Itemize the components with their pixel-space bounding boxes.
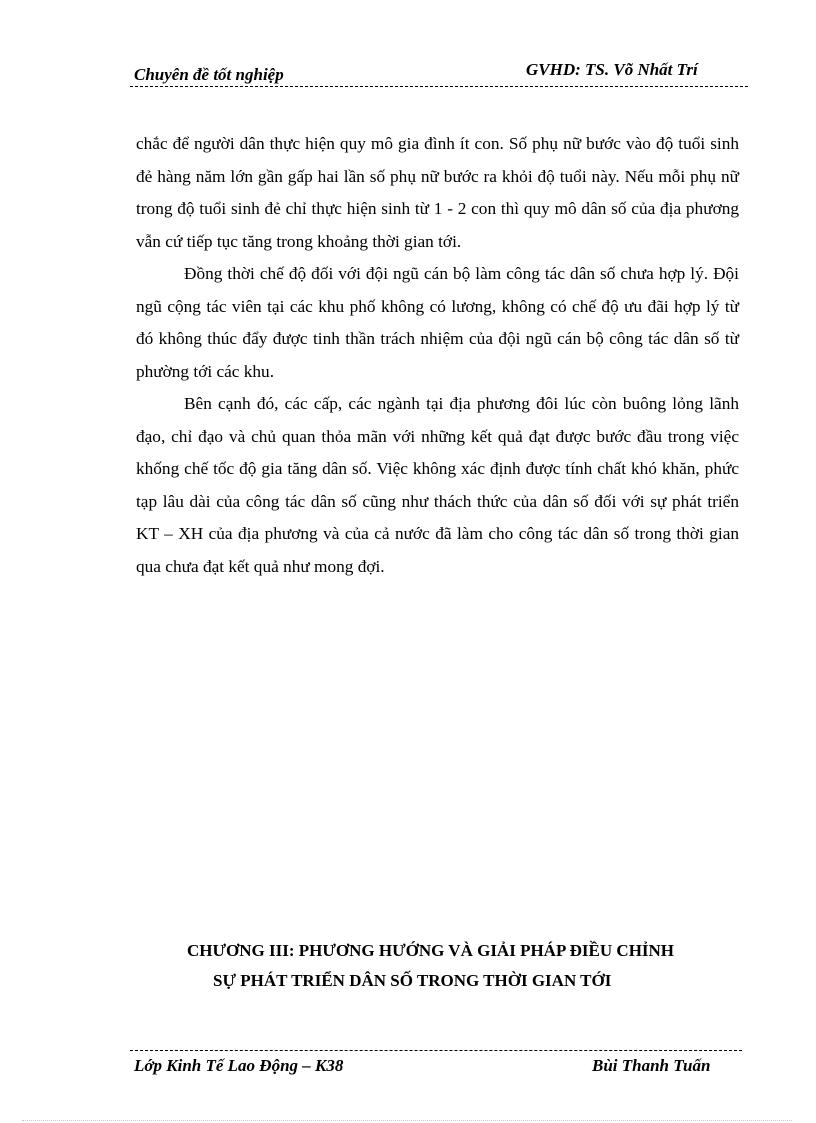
chapter-title-line-2: SỰ PHÁT TRIỂN DÂN SỐ TRONG THỜI GIAN TỚI <box>213 971 612 990</box>
footer-class-name: Lớp Kinh Tế Lao Động – K38 <box>134 1056 344 1075</box>
chapter-heading <box>150 936 770 996</box>
chapter-title-line-1: CHƯƠNG III: PHƯƠNG HƯỚNG VÀ GIẢI PHÁP ĐIỀU CHỈNH <box>187 941 675 960</box>
header-document-type: Chuyên đề tốt nghiệp <box>134 65 284 84</box>
footer-author: Bùi Thanh Tuấn <box>592 1056 711 1075</box>
page-bottom-border <box>22 1120 792 1121</box>
header-supervisor: GVHD: TS. Võ Nhất Trí <box>526 60 698 79</box>
paragraph-leadership: Bên cạnh đó, các cấp, các ngành tại địa phương đôi lúc còn buông lỏng lãnh đạo, chỉ đạo và chủ quan thỏa mãn với những kết quả đạt được bước đầu trong việc khống chế tốc độ gia tăng dân số. Việc không xác định được tính chất khó khăn, phức tạp lâu dài của công tác dân số cũng như thách thức của dân số đối với sự phát triển KT – XH của địa phương và của cả nước đã làm cho công tác dân số trong thời gian qua chưa đạt kết quả như mong đợi. <box>136 394 739 576</box>
page-header <box>130 58 748 87</box>
page-footer <box>130 1050 742 1081</box>
paragraph-staff-policy: Đồng thời chế độ đối với đội ngũ cán bộ làm công tác dân số chưa hợp lý. Đội ngũ cộng tác viên tại các khu phố không có lương, không có chế độ ưu đãi hợp lý từ đó không thúc đẩy được tinh thần trách nhiệm của đội ngũ cán bộ công tác dân số từ phường tới các khu. <box>136 264 739 381</box>
paragraph-continuation: chắc để người dân thực hiện quy mô gia đình ít con. Số phụ nữ bước vào độ tuổi sinh đẻ hàng năm lớn gần gấp hai lần số phụ nữ bước ra khỏi độ tuổi này. Nếu mỗi phụ nữ trong độ tuổi sinh đẻ chỉ thực hiện sinh từ 1 - 2 con thì quy mô dân số của địa phương vẫn cứ tiếp tục tăng trong khoảng thời gian tới. <box>136 134 739 251</box>
body-text <box>136 128 739 583</box>
